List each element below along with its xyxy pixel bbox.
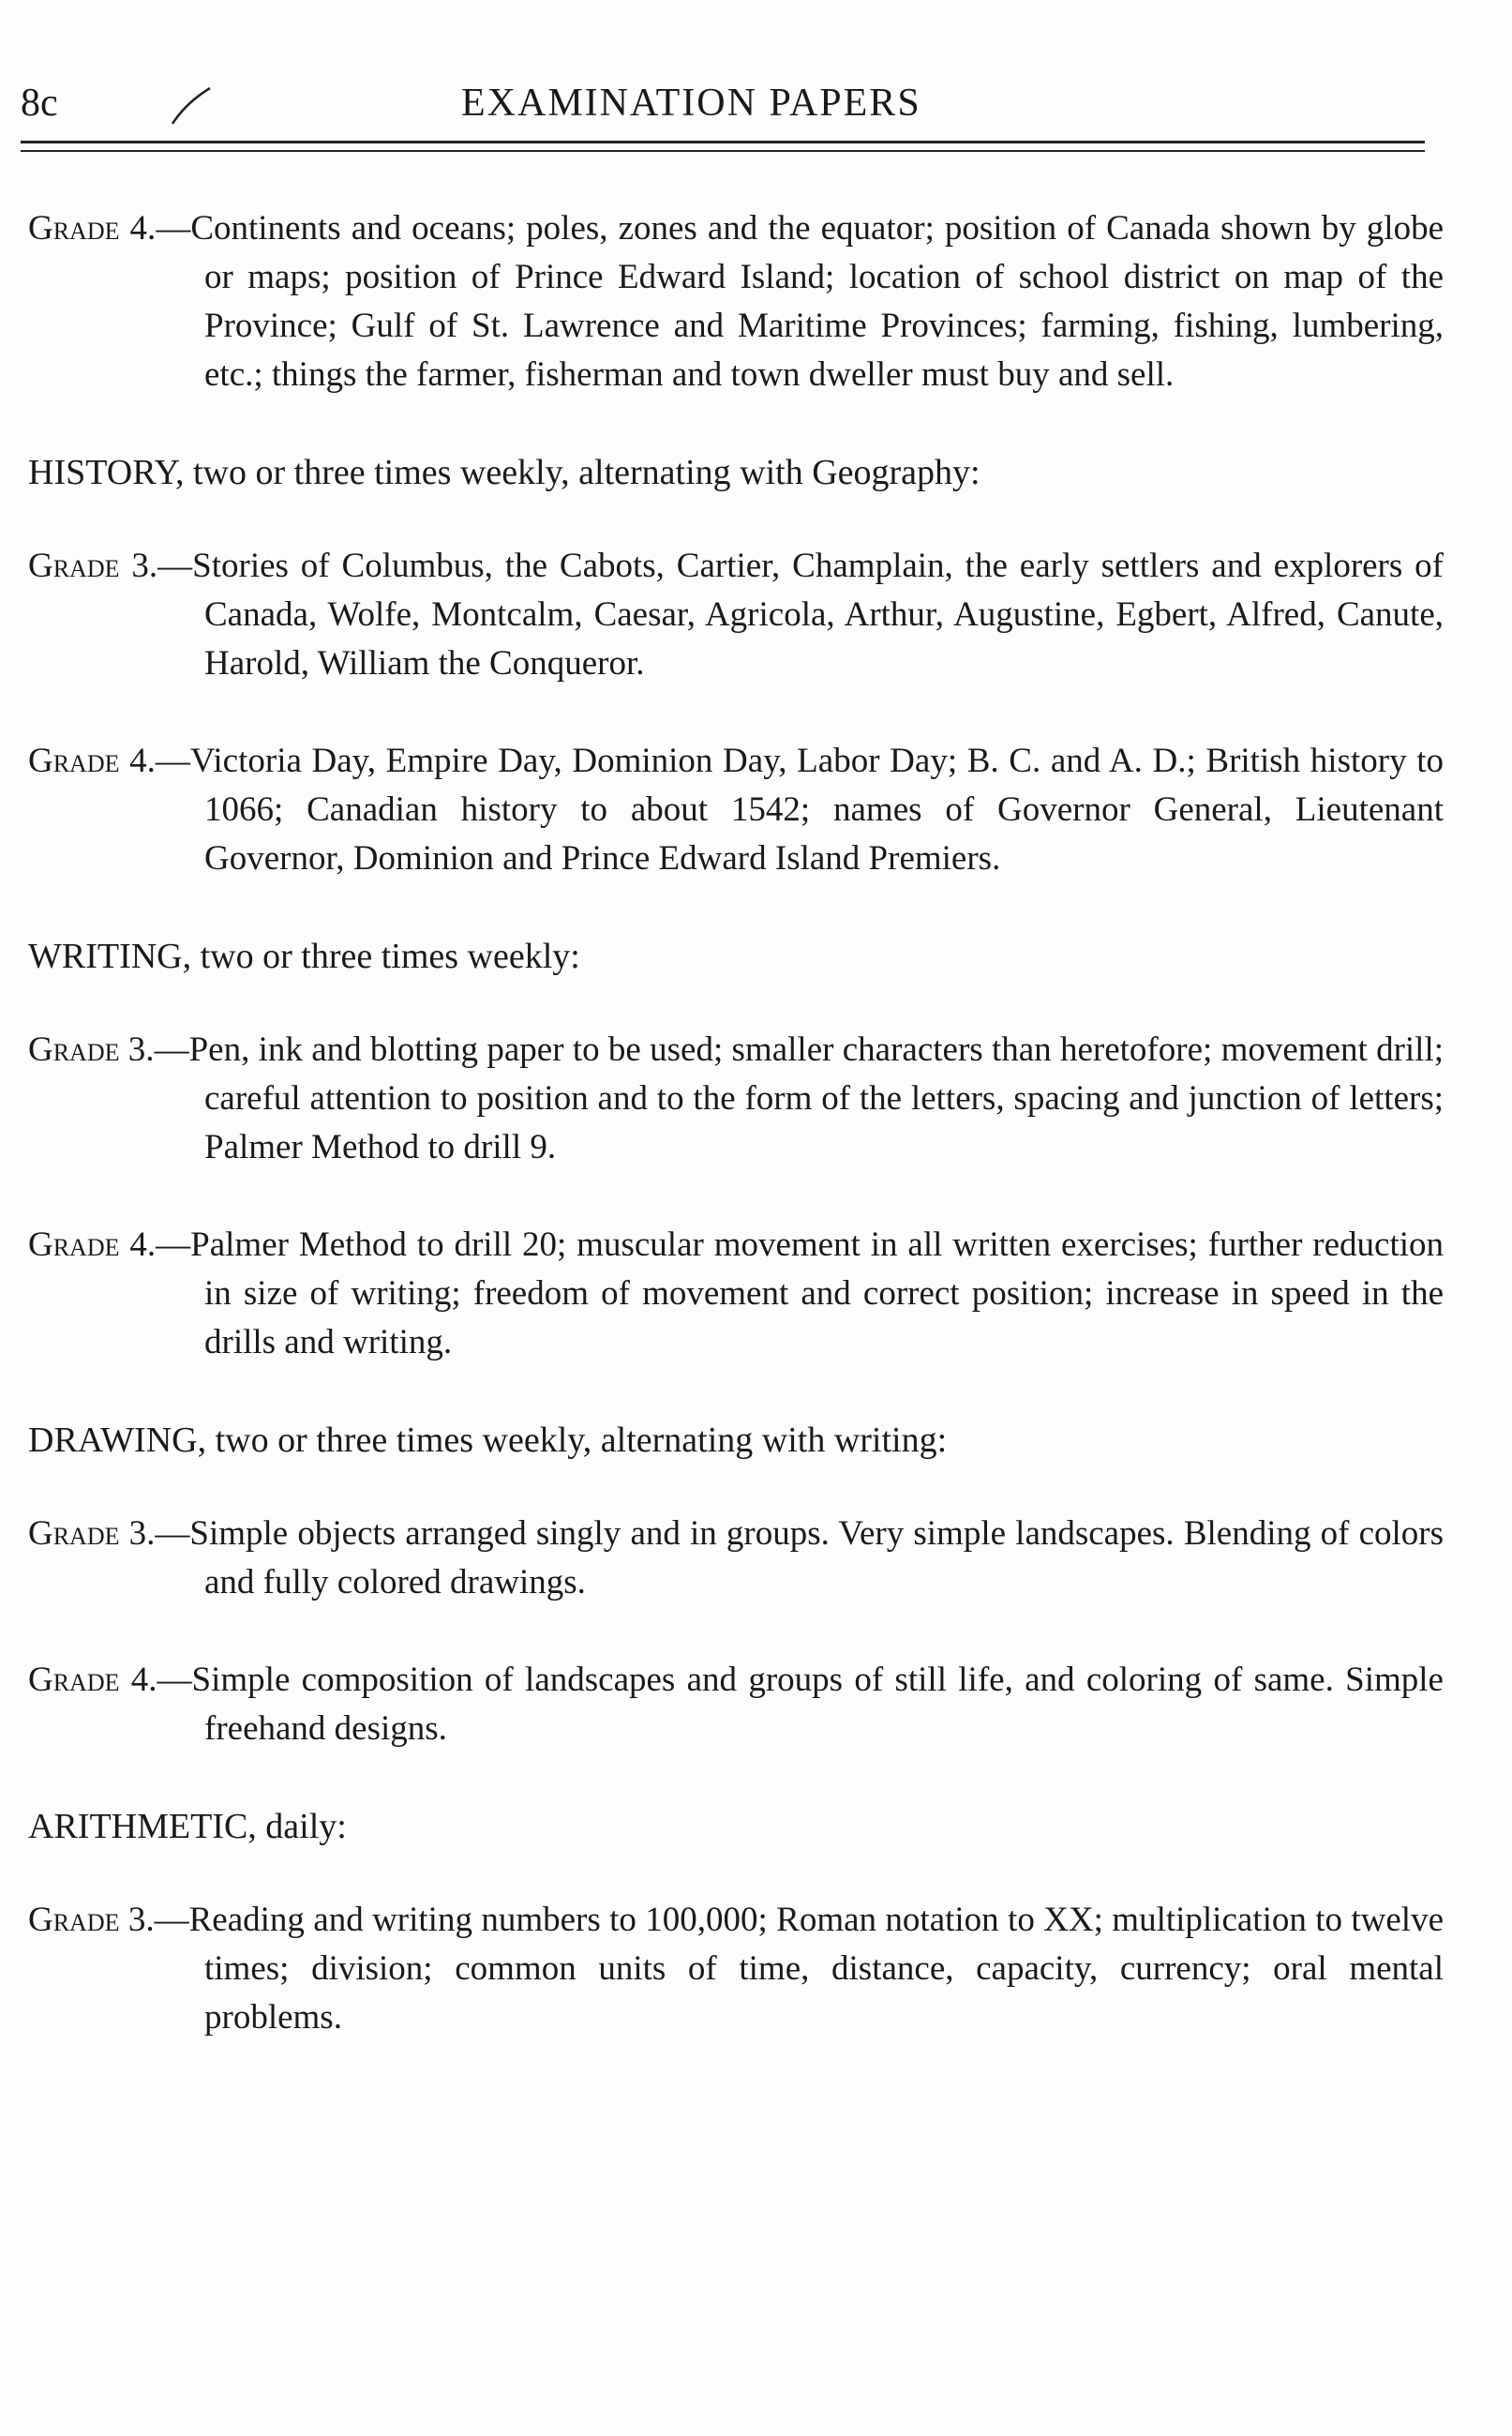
grade-text: —Palmer Method to drill 20; muscular movement in all written exercises; further reduction in size of writing; freedom of movement and correct position; increase in speed in the drills and writing. (156, 1226, 1444, 1361)
grade-text: —Continents and oceans; poles, zones and the equator; position of Canada shown by globe or maps; position of Prince Edward Island; location of school district on map of the Province; Gulf of St. Lawrence and Maritime Provinces; farming, fishing, lumbering, etc.; things the farmer, fisherman and town dweller must buy and sell. (156, 209, 1445, 394)
page-number: 8c (21, 82, 58, 125)
history-grade-3 (28, 542, 1444, 688)
arithmetic-grade-3 (28, 1896, 1444, 2042)
section-heading-drawing: DRAWING, two or three times weekly, alternating with writing: (28, 1421, 948, 1460)
grade-label: Grade 4. (28, 1661, 157, 1699)
header-rule-lower (21, 150, 1425, 152)
grade-text: —Pen, ink and blotting paper to be used; smaller characters than heretofore; movement drill; careful attention to position and to the form of the letters, spacing and junction of letters; Palmer Method to drill 9. (154, 1030, 1445, 1166)
page-body (28, 204, 1444, 2042)
geography-grade-4 (28, 204, 1444, 399)
grade-text: —Victoria Day, Empire Day, Dominion Day, Labor Day; B. C. and A. D.; British history to 1066; Canadian history to about 1542; names of Governor General, Lieutenant Governor, Dominion and Prince Edward Island Premiers. (155, 742, 1444, 878)
grade-text: —Simple objects arranged singly and in groups. Very simple landscapes. Blending of colors and fully colored drawings. (155, 1514, 1444, 1601)
section-heading-arithmetic: ARITHMETIC, daily: (28, 1807, 347, 1846)
grade-text: —Reading and writing numbers to 100,000; Roman notation to XX; multiplication to twelve times; division; common units of time, distance, capacity, currency; oral mental problems. (154, 1901, 1445, 2037)
grade-label: Grade 3. (28, 547, 158, 585)
header-rule-upper (21, 141, 1425, 143)
grade-label: Grade 3. (28, 1030, 155, 1069)
grade-label: Grade 4. (28, 209, 157, 248)
page-title: EXAMINATION PAPERS (461, 82, 921, 125)
writing-grade-3 (28, 1026, 1444, 1172)
writing-grade-4 (28, 1221, 1444, 1367)
grade-label: Grade 3. (28, 1901, 155, 1939)
section-heading-history: HISTORY, two or three times weekly, alternating with Geography: (28, 453, 981, 492)
drawing-grade-4 (28, 1656, 1444, 1753)
grade-label: Grade 3. (28, 1514, 156, 1553)
grade-label: Grade 4. (28, 742, 156, 780)
grade-text: —Stories of Columbus, the Cabots, Cartier, Champlain, the early settlers and explorers of Canada, Wolfe, Montcalm, Caesar, Agricola, Arthur, Augustine, Egbert, Alfred, Canute, Harold, William the Conqueror. (157, 547, 1444, 683)
pen-stroke-mark (169, 84, 214, 126)
grade-label: Grade 4. (28, 1226, 157, 1264)
section-heading-writing: WRITING, two or three times weekly: (28, 937, 580, 976)
grade-text: —Simple composition of landscapes and groups of still life, and coloring of same. Simple freehand designs. (157, 1661, 1444, 1748)
drawing-grade-3 (28, 1510, 1444, 1607)
running-head (21, 81, 1427, 137)
history-grade-4 (28, 737, 1444, 883)
